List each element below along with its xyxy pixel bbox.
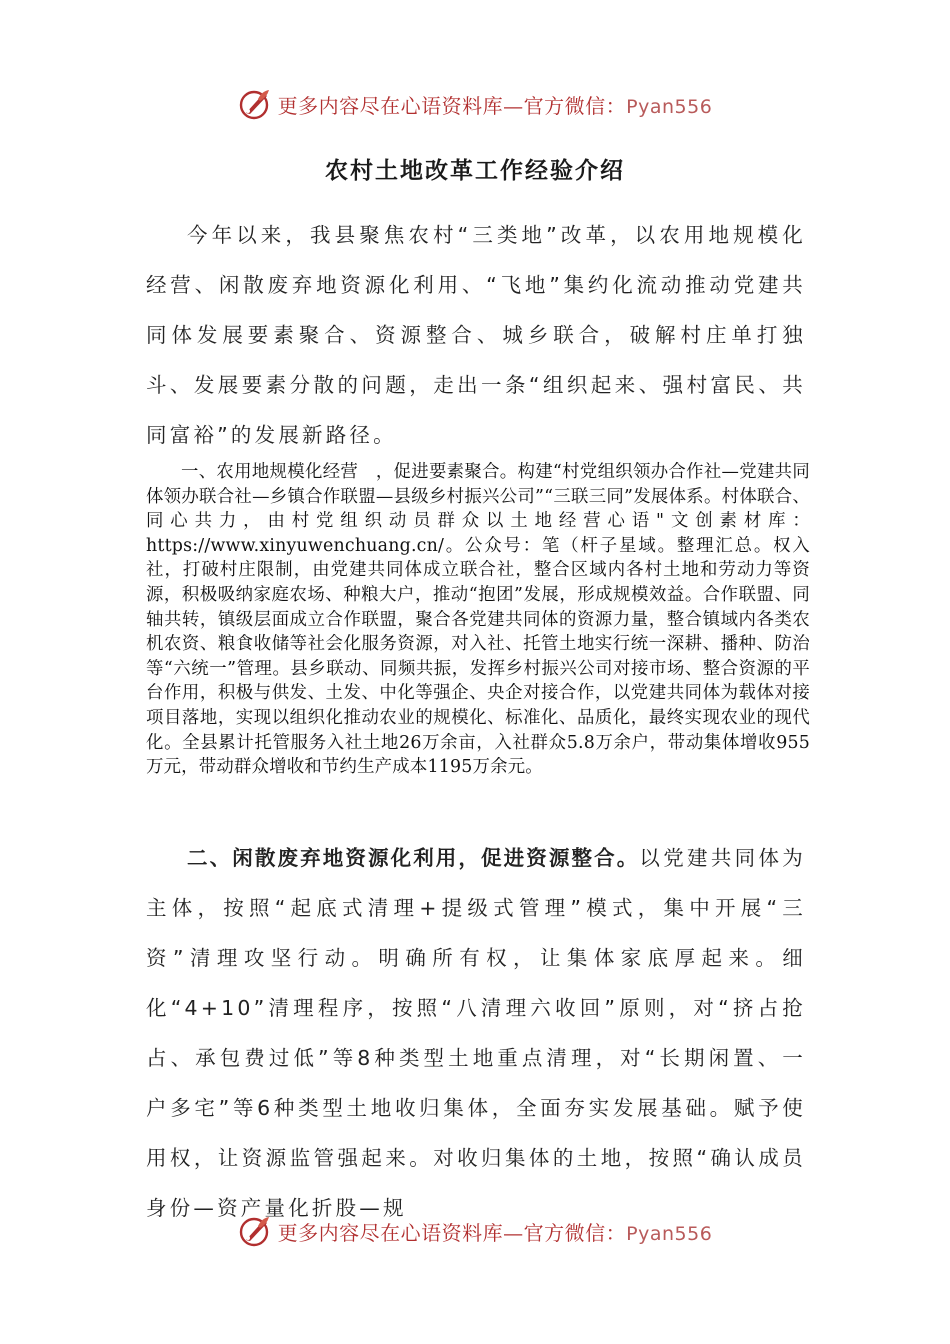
banner-site-text: 更多内容尽在心语资料库—官方微信：Pyan556	[277, 93, 713, 118]
section-2-body: 以党建共同体为主体，按照“起底式清理+提级式管理”模式，集中开展“三资”清理攻坚行动。明确所有权，让集体家底厚起来。细化“4+10”清理程序，按照“八清理六收回”原则，对“挤占抢占、承包费过低”等8种类型土地重点清理，对“长期闲置、一户多宅”等6种类型土地收归集体，全面夯实发展基础。赋予使用权，让资源监管强起来。对收归集体的土地，按照“确认成员身份—资产量化折股—规	[146, 846, 807, 1220]
page-title: 农村土地改革工作经验介绍	[325, 158, 625, 184]
footer-banner	[0, 1211, 950, 1251]
section-2-heading: 二、闲散废弃地资源化利用，促进资源整合。	[187, 846, 640, 870]
quill-logo-icon	[238, 87, 272, 121]
banner-site-text: 更多内容尽在心语资料库—官方微信：Pyan556	[277, 1220, 713, 1245]
quill-logo-icon	[238, 1214, 272, 1248]
intro-paragraph: 今年以来，我县聚焦农村“三类地”改革，以农用地规模化经营、闲散废弃地资源化利用、“飞地”集约化流动推动党建共同体发展要素聚合、资源整合、城乡联合，破解村庄单打独斗、发展要素分散的问题，走出一条“组织起来、强村富民、共同富裕”的发展新路径。	[146, 223, 806, 447]
header-banner	[0, 84, 950, 124]
section-1-paragraph: 一、农用地规模化经营 ，促进要素聚合。构建“村党组织领办合作社—党建共同体领办联合社—乡镇合作联盟—县级乡村振兴公司”“三联三同”发展体系。村体联合、同心共力，由村党组织动员群众以土地经营心语"文创素材库：https://www.xinyuwenchuang.cn/。公众号：笔（杆子星域。整理汇总。权入社，打破村庄限制，由党建共同体成立联合社，整合区域内各村土地和劳动力等资源，积极吸纳家庭农场、种粮大户，推动“抱团”发展，形成规模效益。合作联盟、同轴共转，镇级层面成立合作联盟，聚合各党建共同体的资源力量，整合镇域内各类农机农资、粮食收储等社会化服务资源，对入社、托管土地实行统一深耕、播种、防治等“六统一”管理。县乡联动、同频共振，发挥乡村振兴公司对接市场、整合资源的平台作用，积极与供发、土发、中化等强企、央企对接合作，以党建共同体为载体对接项目落地，实现以组织化推动农业的规模化、标准化、品质化，最终实现农业的现代化。全县累计托管服务入社土地26万余亩，入社群众5.8万余户，带动集体增收955万元，带动群众增收和节约生产成本1195万余元。	[146, 462, 810, 778]
section-2-paragraph	[146, 833, 806, 1233]
